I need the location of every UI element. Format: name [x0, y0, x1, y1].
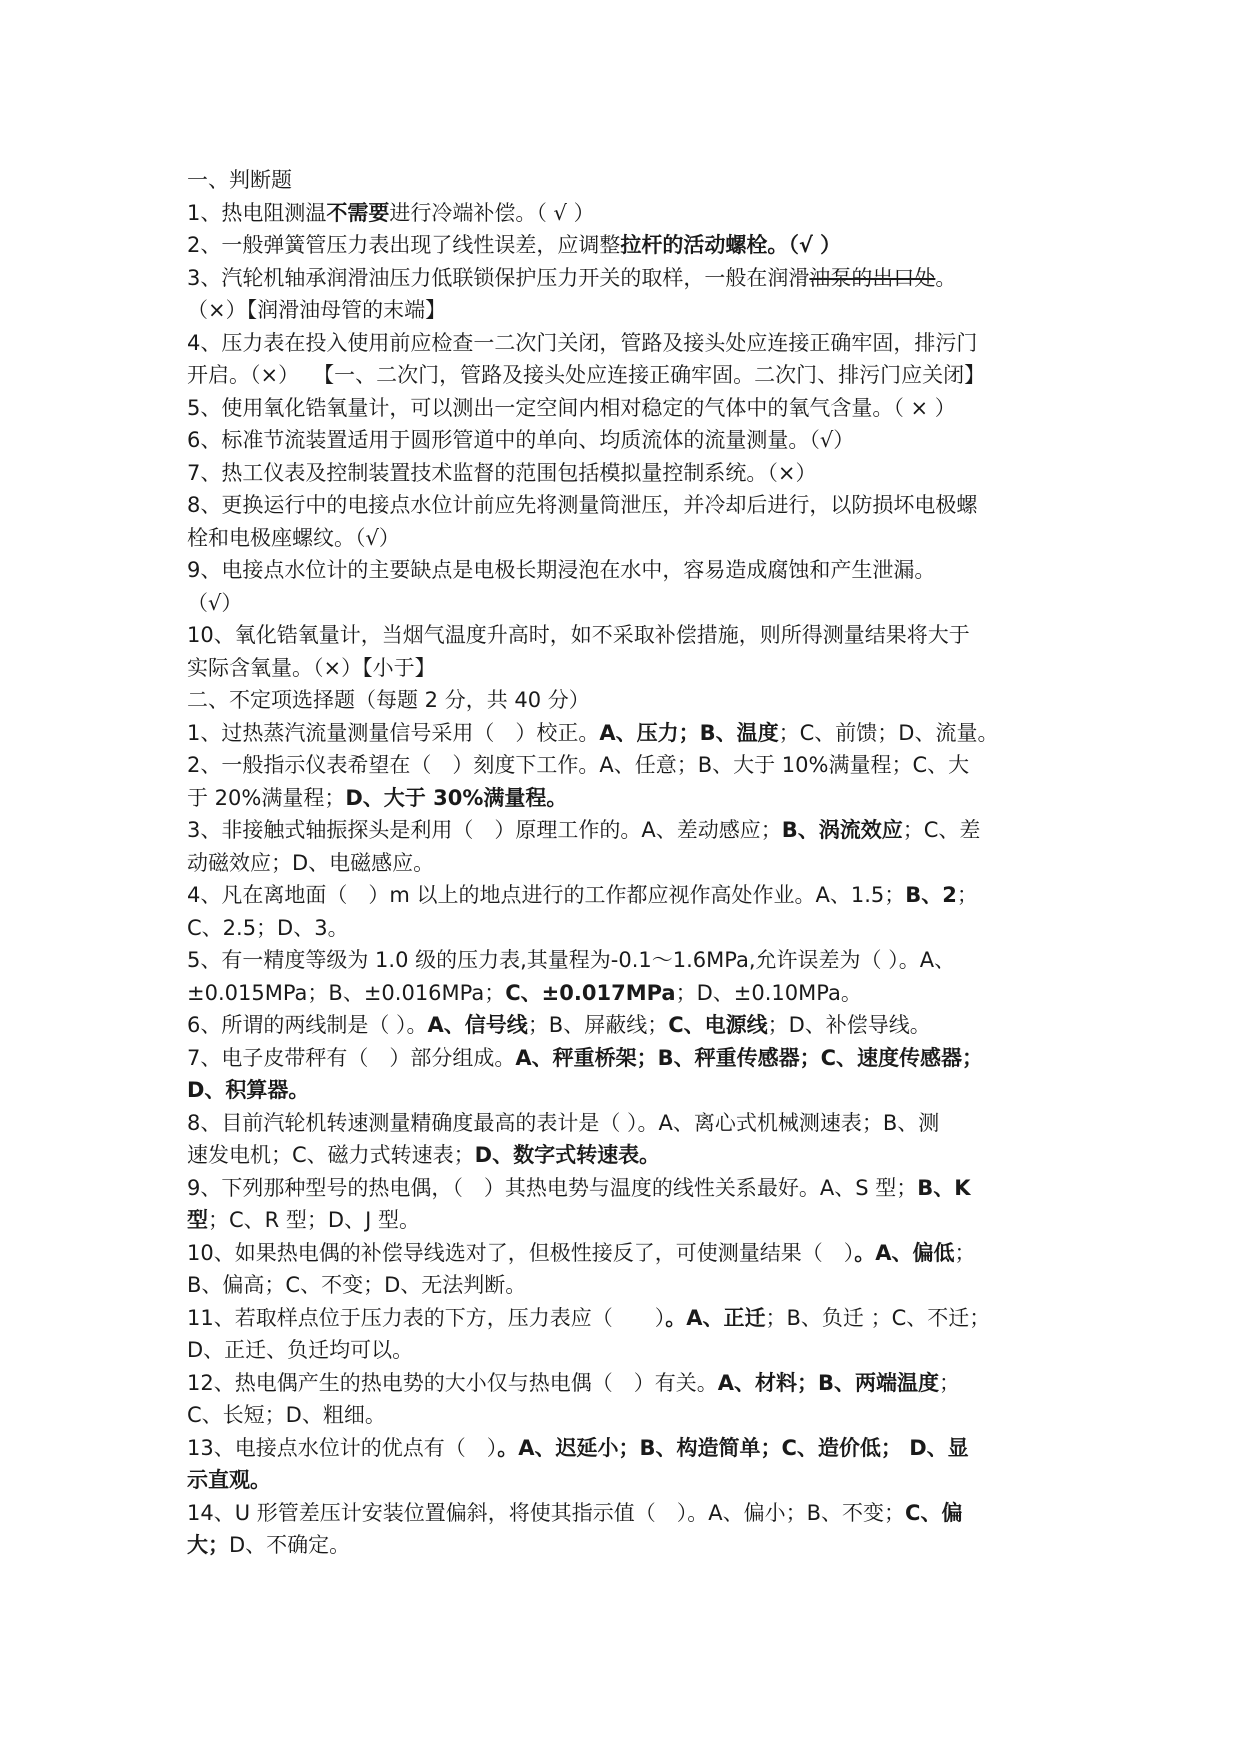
- judge-item-8: 8、更换运行中的电接点水位计前应先将测量筒泄压，并冷却后进行，以防损坏电极螺 栓和电极座螺纹。（√）: [187, 493, 978, 550]
- choice-item-3: 3、非接触式轴振探头是利用（ ）原理工作的。A、差动感应；B、涡流效应；C、差 动磁效应；D、电磁感应。: [187, 818, 981, 875]
- choice-item-2: 2、一般指示仪表希望在（ ）刻度下工作。A、任意；B、大于 10%满量程；C、大 于 20%满量程；D、大于 30%满量程。: [187, 753, 970, 810]
- choice-item-5: 5、有一精度等级为 1.0 级的压力表,其量程为-0.1～1.6MPa,允许误差为（ ）。A、 ±0.015MPa；B、±0.016MPa；C、±0.017MPa；D、±0.10MPa。: [187, 948, 956, 1005]
- choice-item-6: 6、所谓的两线制是（ ）。A、信号线；B、屏蔽线；C、电源线；D、补偿导线。: [187, 1013, 931, 1037]
- section-1-title: 一、判断题: [187, 168, 292, 192]
- judge-item-7: 7、热工仪表及控制装置技术监督的范围包括模拟量控制系统。（×）: [187, 460, 817, 485]
- judge-item-5: 5、使用氧化锆氧量计，可以测出一定空间内相对稳定的气体中的氧气含量。（ × ）: [187, 395, 956, 420]
- choice-item-14: 14、U 形管差压计安装位置偏斜，将使其指示值（ ）。A、偏小；B、不变；C、偏 大；D、不确定。: [187, 1500, 963, 1557]
- judge-item-4: 4、压力表在投入使用前应检查一二次门关闭，管路及接头处应连接正确牢固，排污门 开启。（×） 【一、二次门，管路及接头处应连接正确牢固。二次门、排污门应关闭】: [187, 330, 986, 387]
- struck-answer: 油泵的出口处: [809, 265, 936, 290]
- choice-item-4: 4、凡在离地面（ ）m 以上的地点进行的工作都应视作高处作业。A、1.5；B、2； C、2.5；D、3。: [187, 883, 978, 940]
- section-2-title: 二、不定项选择题（每题 2 分，共 40 分）: [187, 688, 590, 712]
- choice-item-10: 10、如果热电偶的补偿导线选对了，但极性接反了，可使测量结果（ ）。A、偏低； B、偏高；C、不变；D、无法判断。: [187, 1240, 976, 1297]
- document-body: [187, 164, 1059, 1562]
- judge-item-3: 3、汽轮机轴承润滑油压力低联锁保护压力开关的取样，一般在润滑油泵的出口处。 （×）【润滑油母管的末端】: [187, 265, 957, 322]
- choice-item-11: 11、若取样点位于压力表的下方，压力表应（ ）。A、正迁；B、负迁 ；C、不迁； D、正迁、负迁均可以。: [187, 1305, 991, 1362]
- choice-item-1: 1、过热蒸汽流量测量信号采用（ ）校正。A、压力；B、温度；C、前馈；D、流量。: [187, 720, 999, 745]
- judge-item-2: 2、一般弹簧管压力表出现了线性误差，应调整拉杆的活动螺栓。（√ ）: [187, 233, 842, 257]
- choice-item-12: 12、热电偶产生的热电势的大小仅与热电偶（ ）有关。A、材料；B、两端温度； C、长短；D、粗细。: [187, 1370, 960, 1427]
- judge-item-1: 1、热电阻测温不需要进行冷端补偿。（ √ ）: [187, 200, 595, 225]
- choice-item-9: 9、下列那种型号的热电偶，（ ）其热电势与温度的线性关系最好。A、S 型；B、K 型；C、R 型；D、J 型。: [187, 1175, 971, 1232]
- judge-item-9: 9、电接点水位计的主要缺点是电极长期浸泡在水中，容易造成腐蚀和产生泄漏。 （√）: [187, 558, 936, 615]
- judge-item-10: 10、氧化锆氧量计，当烟气温度升高时，如不采取补偿措施，则所得测量结果将大于 实际含氧量。（×）【小于】: [187, 623, 970, 680]
- choice-item-13: 13、电接点水位计的优点有（ ）。A、迟延小；B、构造简单；C、造价低； D、显 示直观。: [187, 1435, 969, 1492]
- choice-item-7: 7、电子皮带秤有（ ）部分组成。A、秤重桥架；B、秤重传感器；C、速度传感器； D、积算器。: [187, 1045, 984, 1102]
- judge-item-6: 6、标准节流装置适用于圆形管道中的单向、均质流体的流量测量。（√）: [187, 428, 855, 452]
- choice-item-8: 8、目前汽轮机转速测量精确度最高的表计是（ ）。A、离心式机械测速表；B、测 速发电机；C、磁力式转速表；D、数字式转速表。: [187, 1110, 940, 1167]
